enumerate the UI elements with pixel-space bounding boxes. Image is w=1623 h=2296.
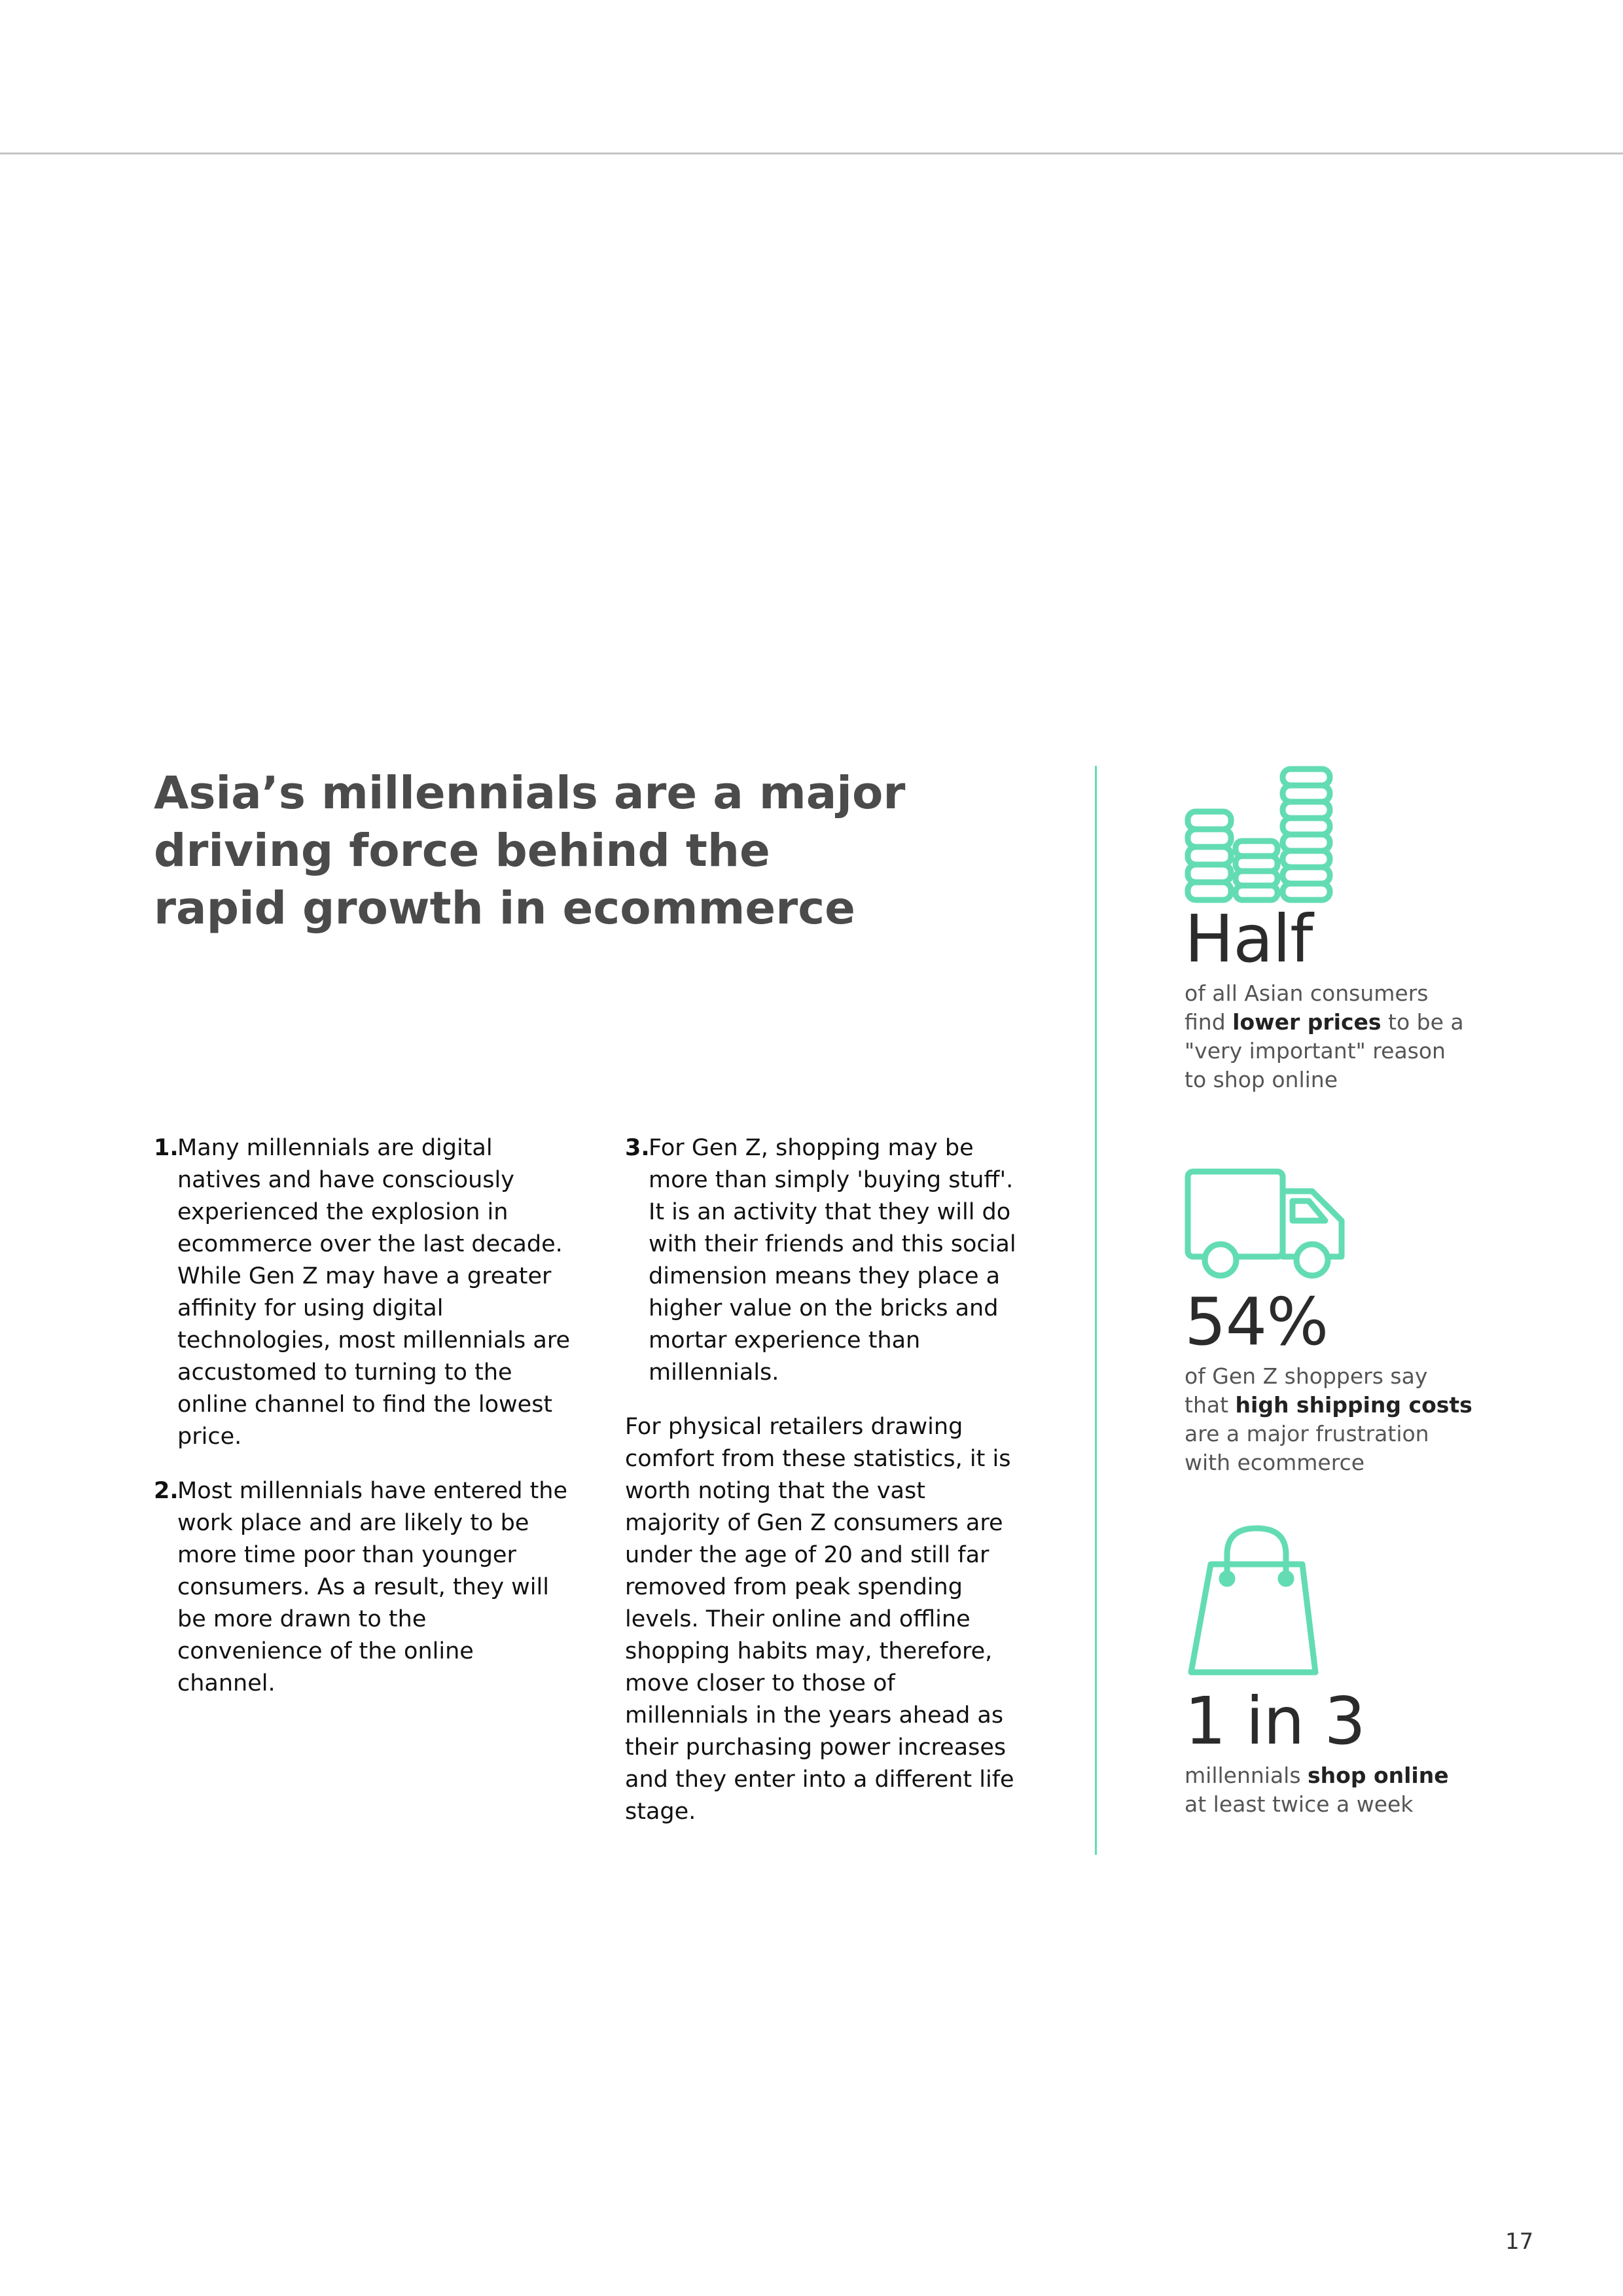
list-number: 3. (625, 1135, 650, 1161)
stat-54-percent (1185, 1168, 1472, 1477)
list-item (154, 1132, 573, 1453)
list-text: Most millennials have entered the work place and are likely to be more time poor than younger consumers. As a result, they will be more drawn to the convenience of the online channel. (177, 1478, 568, 1696)
right-column (625, 1132, 1018, 1828)
left-column (154, 1132, 573, 1722)
header-rule (0, 152, 1623, 154)
list-text: For Gen Z, shopping may be more than simply 'buying stuff'. It is an activity that they will do with their friends and this social dimension means they place a higher value on the bricks and mortar experience than millennials. (649, 1135, 1016, 1386)
list-item (625, 1132, 1018, 1389)
page-number: 17 (1505, 2229, 1534, 2255)
stat-half (1185, 766, 1472, 1094)
delivery-truck-icon (1185, 1168, 1348, 1286)
stat-figure: Half (1185, 901, 1313, 977)
coin-stacks-icon (1185, 766, 1335, 903)
body-paragraph: For physical retailers drawing comfort from these statistics, it is worth noting that the vast majority of Gen Z consumers are under the age of 20 and still far removed from peak spending levels. Their online and offline shopping habits may, therefore, move closer to those of millennials in the years ahead as their purchasing power increases and they enter into a different life stage. (625, 1414, 1014, 1825)
list-text: Many millennials are digital natives and have consciously experienced the explosion in ecommerce over the last decade. While Gen Z may have a greater affinity for using digital technologies, most millennials are accustomed to turning to the online channel to find the lowest price. (177, 1135, 570, 1450)
list-number: 1. (154, 1135, 179, 1161)
stat-1-in-3 (1185, 1525, 1472, 1819)
column-divider (1095, 766, 1097, 1855)
page-title: Asia’s millennials are a major driving force behind the rapid growth in ecommerce (154, 767, 906, 935)
shopping-bag-icon (1185, 1525, 1329, 1676)
list-item (154, 1475, 573, 1700)
list-number: 2. (154, 1478, 179, 1504)
stat-description: of all Asian consumers find lower prices to be a "very important" reason to shop online (1185, 980, 1464, 1092)
stat-description: of Gen Z shoppers say that high shipping costs are a major frustration with ecommerce (1185, 1363, 1472, 1475)
stat-description: millennials shop online at least twice a week (1185, 1763, 1449, 1817)
stat-figure: 54% (1185, 1283, 1329, 1360)
stat-figure: 1 in 3 (1185, 1683, 1365, 1759)
